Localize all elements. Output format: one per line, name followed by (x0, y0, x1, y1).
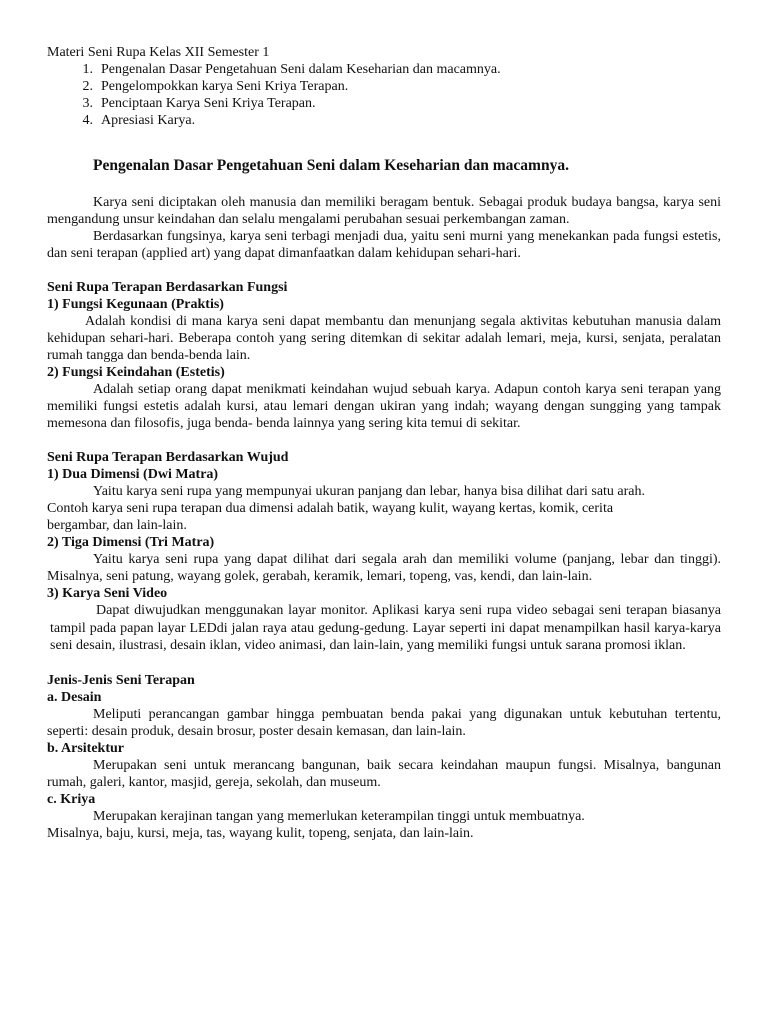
subsection-title: b. Arsitektur (47, 740, 124, 756)
jenis-section (47, 672, 721, 842)
intro-paragraph: Berdasarkan fungsinya, karya seni terbagi menjadi dua, yaitu seni murni yang menekankan pada fungsi estetis, dan seni terapan (applied art) yang dapat dimanfaatkan dalam kehidupan sehari-hari. (47, 229, 721, 261)
body-line: Misalnya, baju, kursi, meja, tas, wayang kulit, topeng, senjata, dan lain-lain. (47, 825, 474, 841)
body-line: Yaitu karya seni rupa yang mempunyai ukuran panjang dan lebar, hanya bisa dilihat dari satu arah. (93, 484, 646, 499)
subsection-title: 2) Tiga Dimensi (Tri Matra) (47, 535, 215, 550)
subsection-title: 2) Fungsi Keindahan (Estetis) (47, 365, 225, 380)
body-paragraph: Yaitu karya seni rupa yang dapat dilihat dari segala arah dan memiliki volume (panjang, lebar dan tinggi). Misalnya, seni patung, wayang golek, gerabah, keramik, lemari, topeng, vas, kendi, dan lain-lain. (47, 552, 721, 584)
subsection-title: 1) Dua Dimensi (Dwi Matra) (47, 467, 219, 482)
topic-item: 1. Pengenalan Dasar Pengetahuan Seni dalam Keseharian dan macamnya. (82, 62, 501, 77)
intro-paragraph: Karya seni diciptakan oleh manusia dan memiliki beragam bentuk. Sebagai produk budaya bangsa, karya seni mengandung unsur keindahan dan selalu mengalami perubahan sesuai perkembangan zaman. (47, 195, 721, 227)
body-paragraph: Dapat diwujudkan menggunakan layar monitor. Aplikasi karya seni rupa video sebagai seni terapan biasanya tampil pada papan layar LEDdi jalan raya atau gedung-gedung. Layar seperti ini dapat menampilkan hasil karya-karya seni desain, ilustrasi, desain iklan, video animasi, dan lain-lain, yang memiliki fungsi untuk sarana promosi iklan. (50, 603, 721, 653)
body-paragraph: Adalah kondisi di mana karya seni dapat membantu dan menunjang segala aktivitas kebutuhan manusia dalam kehidupan sehari-hari. Beberapa contoh yang sering ditemkan di sekitar adalah lemari, meja, kursi, senjata, peralatan rumah tangga dan benda-benda lain. (47, 314, 721, 363)
subsection-title: 1) Fungsi Kegunaan (Praktis) (47, 297, 224, 312)
body-paragraph: Meliputi perancangan gambar hingga pembuatan benda pakai yang digunakan untuk kebutuhan tertentu, seperti: desain produk, desain brosur, poster desain kemasan, dan lain-lain. (47, 706, 721, 739)
topic-item: 3. Penciptaan Karya Seni Kriya Terapan. (82, 96, 316, 111)
topic-item: 4. Apresiasi Karya. (82, 113, 196, 128)
subsection-title: c. Kriya (47, 791, 96, 807)
document-header: Materi Seni Rupa Kelas XII Semester 1 (47, 45, 270, 60)
main-title: Pengenalan Dasar Pengetahuan Seni dalam Keseharian dan macamnya. (93, 157, 569, 174)
body-line: bergambar, dan lain-lain. (47, 518, 187, 533)
body-paragraph: Merupakan seni untuk merancang bangunan, baik secara keindahan maupun fungsi. Misalnya, bangunan rumah, galeri, kantor, masjid, gereja, sekolah, dan museum. (47, 757, 721, 790)
body-paragraph: Adalah setiap orang dapat menikmati keindahan wujud sebuah karya. Adapun contoh karya seni terapan yang memiliki fungsi estetis adalah kursi, atau lemari dengan ukiran yang indah; wayang dengan sungging yang tampak memesona dan filosofis, juga benda- benda lainnya yang sering kita temui di sekitar. (47, 382, 721, 431)
section-title: Seni Rupa Terapan Berdasarkan Wujud (47, 450, 289, 465)
topic-list (47, 61, 721, 129)
topic-item: 2. Pengelompokkan karya Seni Kriya Terapan. (82, 79, 349, 94)
document-page (47, 44, 721, 842)
body-line: Merupakan kerajinan tangan yang memerlukan keterampilan tinggi untuk membuatnya. (93, 808, 585, 824)
intro-section (47, 194, 721, 262)
section-title: Jenis-Jenis Seni Terapan (47, 672, 195, 688)
section-title: Seni Rupa Terapan Berdasarkan Fungsi (47, 280, 288, 295)
wujud-section (47, 449, 721, 655)
fungsi-section (47, 279, 721, 432)
body-line: Contoh karya seni rupa terapan dua dimensi adalah batik, wayang kulit, wayang kertas, komik, cerita (47, 501, 614, 516)
subsection-title: 3) Karya Seni Video (47, 586, 168, 601)
subsection-title: a. Desain (47, 689, 102, 705)
